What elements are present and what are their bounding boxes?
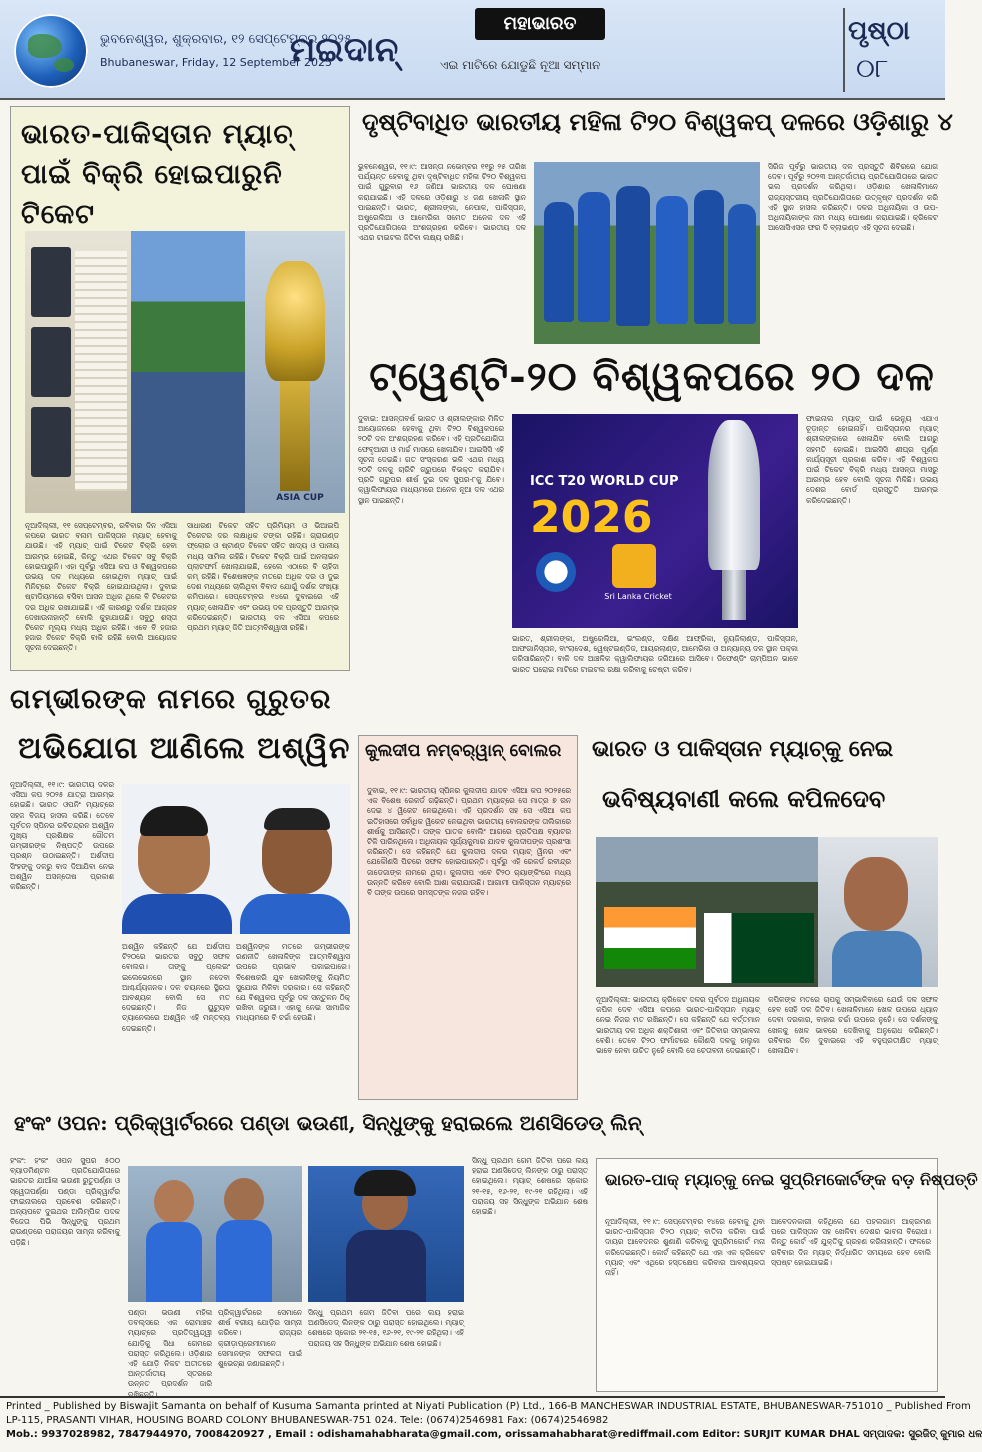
- headline: ଟ୍ୱେଣ୍ଟି-୨୦ ବିଶ୍ୱକପରେ ୨୦ ଦଳ: [369, 353, 935, 400]
- article-column: ହଂକଂ: ହଂକଂ ଓପନ ସୁପର ୫୦୦ ବ୍ୟାଡମିଣ୍ଟନ ପ୍ରତିଯୋଗିତାରେ ଭାରତର ଯାଆଁଳା ଭଉଣୀ ରୁତୁପର୍ଣ୍ଣା ଓ ସ୍ୱେତାପର୍ଣ୍ଣା ପଣ୍ଡା ପ୍ରିକ୍ୱାର୍ଟର ଫାଇନାଲରେ ପ୍ରବେଶ କରିଛନ୍ତି। ଅନ୍ୟପଟେ ଦୁଇଥର ଅଲିମ୍ପିକ ପଦକ ବିଜେତା ପିଭି ସିନ୍ଧୁଙ୍କୁ ପ୍ରଥମ ରାଉଣ୍ଡରେ ପରାଜୟର ସାମ୍ନା କରିବାକୁ ପଡ଼ିଛି।: [10, 1156, 120, 1247]
- divider: [843, 8, 845, 92]
- headline-line-2: ଅଭିଯୋଗ ଆଣିଲେ ଅଶ୍ୱିନ: [18, 731, 351, 766]
- tagline: ଏଇ ମାଟିରେ ଯୋଡୁଛି ନୂଆ ସମ୍ମାନ: [440, 58, 601, 72]
- article-tickets: [10, 106, 350, 671]
- poster-year: 2026: [530, 492, 653, 543]
- article-gambhir-ashwin: [10, 680, 350, 1100]
- article-column: ପଣ୍ଡା ଭଉଣୀ ମହିଳା ଡବଲ୍ସରେ ଏକ ରୋମାଞ୍ଚକ ମ୍ୟାଚ୍‌ରେ ପ୍ରତିଦ୍ୱନ୍ଦ୍ୱୀ ଯୋଡ଼ିକୁ ସିଧା ଗେମରେ ପରାସ୍ତ କରିଥିଲେ। ଓଡ଼ିଶାର ଏହି ଯୋଡ଼ି ନିକଟ ଅତୀତରେ ଆନ୍ତର୍ଜାତୀୟ ସ୍ତରରେ ଉନ୍ନତ ପ୍ରଦର୍ଶନ ଜାରି ରଖିଛନ୍ତି।: [128, 1308, 212, 1399]
- headline: ଭାରତ-ପାକ୍ ମ୍ୟାଚ୍‌କୁ ନେଇ ସୁପ୍ରିମକୋର୍ଟଙ୍କ ବଡ଼ ନିଷ୍ପତ୍ତି: [605, 1170, 978, 1189]
- page-number: ୦୮: [856, 54, 889, 84]
- article-column: ଆବେଦନକାରୀ କହିଥିଲେ ଯେ ପହଲଗାମ ଆକ୍ରମଣ ପରେ ପାକିସ୍ତାନ ସହ ଖେଳିବା ଦେଶର ଭାବନା ବିରୋଧୀ। କିନ୍ତୁ କୋର୍ଟ ଏହି ଯୁକ୍ତିକୁ ଗ୍ରହଣ କରିନାହାନ୍ତି। ଫଳରେ ରବିବାର ଦିନ ମ୍ୟାଚ୍ ନିର୍ଦ୍ଧାରିତ ସମୟରେ ହେବ ବୋଲି ସ୍ପଷ୍ଟ ହୋଇଯାଇଛି।: [771, 1217, 931, 1267]
- t20-world-cup-poster: [512, 414, 798, 628]
- article-kapil-dev: [588, 735, 938, 1145]
- headline-line-1: ଗମ୍ଭୀରଙ୍କ ନାମରେ ଗୁରୁତର: [10, 684, 332, 715]
- headline: ଭାରତ-ପାକିସ୍ତାନ ମ୍ୟାଚ୍ ପାଇଁ ବିକ୍ରି ହୋଇପାରୁନି ଟିକେଟ: [21, 119, 294, 230]
- pakistan-flag-icon: [704, 913, 814, 983]
- date-english: Bhubaneswar, Friday, 12 September 2025: [100, 56, 333, 69]
- article-column: ଅଶ୍ୱିନଙ୍କ ମତରେ ଗମ୍ଭୀରଙ୍କ ରଣନୀତି ଖେଳାଳିଙ୍କ ଆତ୍ମବିଶ୍ୱାସ ଉପରେ ପ୍ରଭାବ ପକାଇପାରେ। ବିଶେଷକରି ଯୁବ ଖେଳାଳିଙ୍କୁ ନିୟମିତ ସୁଯୋଗ ମିଳିବା ଦରକାର। ସେ କହିଛନ୍ତି ଯେ ବିଶ୍ୱକପ ପୂର୍ବରୁ ଦଳ ସନ୍ତୁଳନ ଠିକ୍ ରଖିବା ଜରୁରୀ। ଏହାକୁ ନେଇ ସାମାଜିକ ମାଧ୍ୟମରେ ବି ଚର୍ଚ୍ଚା ହେଉଛି।: [236, 942, 350, 1023]
- trophy-icon: [265, 261, 325, 381]
- fans-kapil-dev-photo: [596, 837, 938, 987]
- article-column: ଅଶ୍ୱିନ କହିଛନ୍ତି ଯେ ଅର୍ଶଦୀପ ଟି୨୦ରେ ଭାରତର ସବୁଠୁ ସଫଳ ବୋଲର। ତାଙ୍କୁ ପ୍ଲେଇଂ ଇଲେଭେନରେ ସ୍ଥାନ ନଦେବା ଆଶ୍ଚର୍ଯ୍ୟଜନକ। ଦଳ ଚୟନରେ ସ୍ଥିରତା ଆବଶ୍ୟକ ବୋଲି ସେ ମତ ଦେଇଛନ୍ତି। ନିଜ ୟୁଟ୍ୟୁବ ଚ୍ୟାନେଲରେ ଅଶ୍ୱିନ ଏହି ମନ୍ତବ୍ୟ ଦେଇଛନ୍ତି।: [122, 942, 230, 1033]
- article-column: ଦୁବାଇ: ଆସନ୍ତାବର୍ଷ ଭାରତ ଓ ଶ୍ରୀଲଙ୍କାର ମିଳିତ ଆୟୋଜନରେ ହେବାକୁ ଥିବା ଟି୨୦ ବିଶ୍ୱକପରେ ୨୦ଟି ଦଳ ଅଂଶଗ୍ରହଣ କରିବେ। ଏହି ପ୍ରତିଯୋଗିତା ଫେବୃଆରୀ ଓ ମାର୍ଚ୍ଚ ମାସରେ ଖେଳାଯିବ। ଆଇସିସି ଏହି ସୂଚନା ଦେଇଛି। ଗତ ସଂସ୍କରଣ ଭଳି ଏଥର ମଧ୍ୟ ୨୦ଟି ଦଳକୁ ଚାରିଟି ଗ୍ରୁପରେ ବିଭକ୍ତ କରାଯିବ। ପ୍ରତି ଗ୍ରୁପର ଶୀର୍ଷ ଦୁଇ ଦଳ ସୁପର-୮କୁ ଯିବେ। କ୍ୱାଲିଫାୟର ମାଧ୍ୟମରେ ଅନେକ ନୂଆ ଦଳ ଏଥର ସ୍ଥାନ ପାଇଛନ୍ତି।: [358, 414, 504, 505]
- article-column: ନୂଆଦିଲ୍ଲୀ, ୧୧।୯: ସେପ୍ଟେମ୍ବର ୧୪ରେ ହେବାକୁ ଥିବା ଭାରତ-ପାକିସ୍ତାନ ଟି୨୦ ମ୍ୟାଚ୍ ବାତିଲ କରିବା ପାଇଁ ଦାୟର ଆବେଦନର ଶୁଣାଣି କରିବାକୁ ସୁପ୍ରିମକୋର୍ଟ ମନା କରିଦେଇଛନ୍ତି। କୋର୍ଟ କହିଛନ୍ତି ଯେ ଏହା ଏକ କ୍ରିକେଟ ମ୍ୟାଚ୍ ଏବଂ ଏଥିରେ ହସ୍ତକ୍ଷେପ କରିବାର ଆବଶ୍ୟକତା ନାହିଁ।: [605, 1217, 765, 1278]
- article-column: ସିନ୍ଧୁ ପ୍ରଥମ ଗେମ ଜିତିବା ପରେ ଲୟ ହରାଇ ଅଣସିଡେଡ୍ ଲିନଙ୍କ ଠାରୁ ପରାସ୍ତ ହୋଇଥିଲେ। ମ୍ୟାଚ୍ ଶେଷରେ ସ୍କୋର ୨୧-୧୫, ୧୬-୨୧, ୧୯-୨୧ ରହିଥିଲା। ଏହି ପରାଜୟ ସହ ସିନ୍ଧୁଙ୍କ ଅଭିଯାନ ଶେଷ ହୋଇଛି।: [308, 1308, 464, 1348]
- sri-lanka-caption: Sri Lanka Cricket: [604, 592, 672, 601]
- article-body: ଦୁବାଇ, ୧୧।୯: ଭାରତୀୟ ସ୍ପିନର କୁଲଦୀପ ଯାଦବ ଏସିଆ କପ ୨୦୨୫ରେ ଏକ ବିଶେଷ ରେକର୍ଡ ଗଢ଼ିଛନ୍ତି। ପ୍ରଥମ ମ୍ୟାଚ୍‌ରେ ସେ ମାତ୍ର ୭ ରନ ଦେଇ ୪ ୱିକେଟ ନେଇଥିଲେ। ଏହି ପ୍ରଦର୍ଶନ ସହ ସେ ଏସିଆ କପ ଇତିହାସରେ ସର୍ବାଧିକ ୱିକେଟ ନେଇଥିବା ଭାରତୀୟ ବୋଲରଙ୍କ ତାଲିକାରେ ଶୀର୍ଷକୁ ଆସିଛନ୍ତି। ତାଙ୍କ ଘାତକ ବୋଲିଂ ଆଗରେ ପ୍ରତିପକ୍ଷ ବ୍ୟାଟର ଟିକି ପାରିନଥିଲେ। ଅଧିନାୟକ ସୂର୍ଯ୍ୟକୁମାର ଯାଦବ କୁଲଦୀପଙ୍କ ପ୍ରଶଂସା କରିଛନ୍ତି। ସେ କହିଛନ୍ତି ଯେ କୁଲଦୀପ ଦଳର ମ୍ୟାଚ୍ ୱିନର ଏବଂ ଯେକୌଣସି ପିଚରେ ସଫଳ ହୋଇପାରନ୍ତି। ପୂର୍ବରୁ ଏହି ରେକର୍ଡ ରବୀନ୍ଦ୍ର ଜାଡେଜାଙ୍କ ନାମରେ ଥିଲା। କୁଲଦୀପ ଏବେ ଟି୨୦ ର‍୍ୟାଙ୍କିଂରେ ମଧ୍ୟ ଉନ୍ନତି କରିବେ ବୋଲି ଆଶା କରାଯାଉଛି। ଆଗାମୀ ପାକିସ୍ତାନ ମ୍ୟାଚ୍‌ରେ ବି ତାଙ୍କ ଉପରେ ସମସ୍ତଙ୍କ ନଜର ରହିବ।: [367, 786, 571, 898]
- article-blind-cricket: [358, 106, 953, 344]
- article-hong-kong-open: [10, 1110, 642, 1399]
- arshdeep-ashwin-photo: [122, 784, 350, 934]
- article-column: ନୂଆଦିଲ୍ଲୀ, ୧୧ ସେପ୍ଟେମ୍ବର, ରବିବାର ଦିନ ଏସିଆ କପରେ ଭାରତ ବନାମ ପାକିସ୍ତାନ ମ୍ୟାଚ୍ ହେବାକୁ ଯାଉଛି। ଏହି ମ୍ୟାଚ୍ ପାଇଁ ଟିକେଟ ବିକ୍ରି ହେବା ଆରମ୍ଭ ହୋଇଛି, କିନ୍ତୁ ଏଥର ଟିକେଟ ସବୁ ବିକ୍ରି ହୋଇପାରୁନି। ଏହା ପୂର୍ବରୁ ଏସିଆ କପ ଓ ବିଶ୍ୱକପରେ ଉଭୟ ଦଳ ମଧ୍ୟରେ ହୋଇଥିବା ମ୍ୟାଚ୍ ପାଇଁ ମିନିଟ୍‌ରେ ଟିକେଟ ବିକ୍ରି ହୋଇଯାଉଥିଲା। ଦୁବାଇ ଷ୍ଟାଡିୟମରେ ବସିବା ଆସନ ଅଧିକ ଥିଲେ ବି ଟିକେଟର ଦର ଅଧିକ ରଖାଯାଇଛି। ଏହି କାରଣରୁ ଦର୍ଶକ ଆଗ୍ରହ ଦେଖାଉନାହାନ୍ତି ବୋଲି କୁହାଯାଉଛି। ସବୁଠୁ ଶସ୍ତା ଟିକେଟ ମୂଲ୍ୟ ମଧ୍ୟ ଅଧିକ ରହିଛି। ଏବେ ବି ହଜାର ହଜାର ଟିକେଟ ବିକ୍ରି ବାକି ରହିଛି ବୋଲି ଆୟୋଜକ ସୂଚନା ଦେଇଛନ୍ତି।: [25, 521, 177, 653]
- article-column: ନୂଆଦିଲ୍ଲୀ, ୧୧।୯: ଭାରତୀୟ ଦଳର ଏସିଆ କପ ୨୦୨୫ ଯାତ୍ରା ଆରମ୍ଭ ହୋଇଛି। ଭାରତ ଓପନିଂ ମ୍ୟାଚ୍‌ରେ ସହଜ ବିଜୟ ହାସଲ କରିଛି। ତେବେ ପୂର୍ବତନ ସ୍ପିନର ରବିଚନ୍ଦ୍ରନ ଅଶ୍ୱିନ ମୁଖ୍ୟ ପ୍ରଶିକ୍ଷକ ଗୌତମ ଗମ୍ଭୀରଙ୍କ ନିଷ୍ପତ୍ତି ଉପରେ ପ୍ରଶ୍ନ ଉଠାଇଛନ୍ତି। ଅର୍ଶଦୀପ ସିଂହଙ୍କୁ ଦଳରୁ ବାଦ ଦିଆଯିବା ନେଇ ଅଶ୍ୱିନ ଅସନ୍ତୋଷ ପ୍ରକାଶ କରିଛନ୍ତି।: [10, 780, 114, 892]
- article-column: ଭୁବନେଶ୍ୱର, ୧୧।୯: ଆସନ୍ତା ନଭେମ୍ବର ୧୧ରୁ ୨୫ ତାରିଖ ପର୍ଯ୍ୟନ୍ତ ହେବାକୁ ଥିବା ଦୃଷ୍ଟିବାଧିତ ମହିଳା ଟି୨୦ ବିଶ୍ୱକପ ପାଇଁ ଗୁରୁବାର ୧୬ ଜଣିଆ ଭାରତୀୟ ଦଳ ଘୋଷଣା କରାଯାଇଛି। ଏହି ଦଳରେ ଓଡ଼ିଶାରୁ ୪ ଜଣ ଖେଳାଳି ସ୍ଥାନ ପାଇଛନ୍ତି। ଭାରତ, ଶ୍ରୀଲଙ୍କା, ନେପାଳ, ପାକିସ୍ତାନ, ଅଷ୍ଟ୍ରେଲିଆ ଓ ଆମେରିକା ସମେତ ଅନେକ ଦଳ ଏହି ପ୍ରତିଯୋଗିତାରେ ଅଂଶଗ୍ରହଣ କରିବେ। ଭାରତୀୟ ଦଳ ଏଥର ଟାଇଟଲ ଜିତିବା ଲକ୍ଷ୍ୟ ରଖିଛି।: [358, 162, 526, 243]
- section-title: ମଇଦାନ୍: [290, 30, 399, 70]
- asia-cup-caption: ASIA CUP: [276, 493, 324, 503]
- contact-line: Mob.: 9937028982, 7847944970, 7008420927 , Email : odishamahabharata@gmail.com, orissamahabharat@rediffmail.com: [6, 1429, 700, 1440]
- article-column: ସାଧାରଣ ଟିକେଟ ସହିତ ପ୍ରିମିୟମ ଓ ଭିଆଇପି ଟିକେଟର ଦର ଲକ୍ଷାଧିକ ଟଙ୍କା ରହିଛି। ଗ୍ରାଉଣ୍ଡ ଫ୍ଲୋର ଓ ଷ୍ଟାଣ୍ଡ ଟିକେଟ ସହିତ ଖାଦ୍ୟ ଓ ପାନୀୟ ମଧ୍ୟ ସାମିଲ ରହିଛି। ଟିକେଟ ବିକ୍ରି ପାଇଁ ଅନଲାଇନ ପ୍ଲାଟଫର୍ମ ଖୋଲାଯାଇଛି, ହେଲେ ଏଠାରେ ବି ଚାହିଦା କମ୍ ରହିଛି। ବିଶେଷଜ୍ଞଙ୍କ ମତରେ ଅଧିକ ଦର ଓ ଦୁଇ ଦେଶ ମଧ୍ୟରେ ଚାଲିଥିବା ବିବାଦ ଯୋଗୁଁ ଦର୍ଶକ ସଂଖ୍ୟା କମିପାରେ। ସେପ୍ଟେମ୍ବର ୧୪ରେ ଦୁବାଇରେ ଏହି ମ୍ୟାଚ୍ ଖେଳାଯିବ ଏବଂ ଉଭୟ ଦଳ ପ୍ରସ୍ତୁତି ଆରମ୍ଭ କରିଦେଇଛନ୍ତି। ଭାରତୀୟ ଦଳ ଏସିଆ କପରେ ପ୍ରଥମ ମ୍ୟାଚ୍ ଜିତି ଆତ୍ମବିଶ୍ୱାସୀ ରହିଛି।: [187, 521, 339, 633]
- panda-sisters-photo: [128, 1166, 302, 1302]
- headline-line-1: ଭାରତ ଓ ପାକିସ୍ତାନ ମ୍ୟାଚ୍‌କୁ ନେଇ: [592, 736, 894, 762]
- tickets-trophy-photo: [25, 231, 345, 513]
- imprint-line-2: LP-115, PRASANTI VIHAR, HOUSING BOARD COLONY BHUBANESWAR-751 024. Tele: (0674)2546981 Fax: (0674)2546982: [6, 1415, 609, 1426]
- article-column: ଭାରତ, ଶ୍ରୀଲଙ୍କା, ଅଷ୍ଟ୍ରେଲିଆ, ଇଂଲଣ୍ଡ, ଦକ୍ଷିଣ ଆଫ୍ରିକା, ନ୍ୟୁଜିଲାଣ୍ଡ, ପାକିସ୍ତାନ, ଆଫଗାନିସ୍ତାନ, ବାଂଲାଦେଶ, ୱେଷ୍ଟଇଣ୍ଡିଜ, ଆୟରଲାଣ୍ଡ, ଆମେରିକା ଓ ଅନ୍ୟାନ୍ୟ ଦଳ ସ୍ଥାନ ପକ୍କା କରିସାରିଛନ୍ତି। ବାକି ଦଳ ଆଞ୍ଚଳିକ କ୍ୱାଲିଫାୟର ଜରିଆରେ ଆସିବେ। ଡିଫେଣ୍ଡିଂ ଚାମ୍ପିଅନ ଭାବେ ଭାରତ ଘରୋଇ ମାଟିରେ ଟାଇଟଲ ରକ୍ଷା କରିବାକୁ ଚେଷ୍ଟା କରିବ।: [512, 634, 798, 674]
- article-column: ସିରିଜ ପୂର୍ବରୁ ଭାରତୀୟ ଦଳ ପ୍ରସ୍ତୁତି ଶିବିରରେ ଯୋଗ ଦେବ। ପୂର୍ବରୁ ୨୦୨୩ ଆନ୍ତର୍ଜାତୀୟ ପ୍ରତିଯୋଗିତାରେ ଭାରତ ଭଲ ପ୍ରଦର୍ଶନ କରିଥିଲା। ଓଡ଼ିଶାର ଖେଳାଳିମାନେ ରାଜ୍ୟସ୍ତରୀୟ ପ୍ରତିଯୋଗିତାରେ ଉତ୍କୃଷ୍ଟ ପ୍ରଦର୍ଶନ କରି ଏହି ସ୍ଥାନ ହାସଲ କରିଛନ୍ତି। ଦଳର ଅଧିନାୟିକା ଓ ଉପ-ଅଧିନାୟିକାଙ୍କ ନାମ ମଧ୍ୟ ଘୋଷଣା କରାଯାଇଛି। କ୍ରିକେଟ ଆସୋସିଏସନ ଫର ଦି ବ୍ଲାଇଣ୍ଡ ଏହି ସୂଚନା ଦେଇଛି।: [768, 162, 938, 233]
- headline: ଦୃଷ୍ଟିବାଧିତ ଭାରତୀୟ ମହିଳା ଟି୨୦ ବିଶ୍ୱକପ୍ ଦଳରେ ଓଡ଼ିଶାରୁ ୪: [362, 107, 953, 136]
- article-column: ପ୍ରିକ୍ୱାର୍ଟରରେ ସେମାନେ ଶୀର୍ଷ ବରୀୟ ଯୋଡ଼ିର ସାମ୍ନା କରିବେ। ରାଜ୍ୟର କ୍ରୀଡ଼ାପ୍ରେମୀମାନେ ସେମାନଙ୍କ ସଫଳତା ପାଇଁ ଶୁଭେଚ୍ଛା ଜଣାଇଛନ୍ତି।: [218, 1308, 302, 1369]
- article-t20-world-cup: [358, 352, 938, 726]
- sri-lanka-cricket-logo-icon: [612, 544, 656, 588]
- headline-line-2: ଭବିଷ୍ୟବାଣୀ କଲେ କପିଳଦେବ: [602, 784, 886, 813]
- date-odia: ଭୁବନେଶ୍ୱର, ଶୁକ୍ରବାର, ୧୨ ସେପ୍ଟେମ୍ବର ୨୦୨୫: [100, 32, 352, 47]
- imprint-footer: [0, 1396, 982, 1452]
- imprint-line-1: Printed _ Published by Biswajit Samanta on behalf of Kusuma Samanta printed at Niyati Publication (P) Ltd., 166-B MANCHESWAR INDUSTRIAL ESTATE, BHUBANESWAR-751010 _ Published From: [6, 1401, 971, 1412]
- editor-name-odia: ସମ୍ପାଦକ: ସୁରଜିତ୍ କୁମାର ଧଳ: [862, 1429, 982, 1440]
- newspaper-logo: ମହାଭାରତ: [475, 8, 605, 40]
- player-portrait: [844, 857, 908, 931]
- india-flag-icon: [604, 907, 696, 969]
- article-column: କପିଳଙ୍କ ମତରେ ଚାପକୁ ସମ୍ଭାଳିବାରେ ଯେଉଁ ଦଳ ସଫଳ ହେବ ସେହି ଦଳ ଜିତିବ। ଖେଳାଳିମାନେ ଖେଳ ଉପରେ ଧ୍ୟାନ ଦେବା ଦରକାର, ବାହାର ଚର୍ଚ୍ଚା ଉପରେ ନୁହେଁ। ସେ ଦର୍ଶକଙ୍କୁ ଖେଳକୁ ଖେଳ ଭାବରେ ଦେଖିବାକୁ ଅନୁରୋଧ କରିଛନ୍ତି। ରବିବାର ଦିନ ଦୁବାଇରେ ଏହି ବହୁପ୍ରତୀକ୍ଷିତ ମ୍ୟାଚ୍ ଖେଳାଯିବ।: [768, 995, 938, 1056]
- masthead: [0, 0, 945, 100]
- page-label: ପୃଷ୍ଠା: [848, 16, 910, 46]
- article-column: ଫାଇନାଲ ମ୍ୟାଚ୍ ପାଇଁ ଭେନ୍ୟୁ ଏଯାଏ ଚୂଡ଼ାନ୍ତ ହୋଇନାହିଁ। ପାକିସ୍ତାନର ମ୍ୟାଚ୍ ଶ୍ରୀଲଙ୍କାରେ ଖେଳାଯିବ ବୋଲି ଆଗରୁ ସହମତି ହୋଇଛି। ଆଇସିସି ଶୀଘ୍ର ପୂର୍ଣ୍ଣ କାର୍ଯ୍ୟସୂଚୀ ପ୍ରକାଶ କରିବ। ଏହି ବିଶ୍ୱକପ ପାଇଁ ଟିକେଟ ବିକ୍ରି ମଧ୍ୟ ଆସନ୍ତା ମାସରୁ ଆରମ୍ଭ ହେବ ବୋଲି ସୂଚନା ମିଳିଛି। ଉଭୟ ଦେଶର ବୋର୍ଡ ପ୍ରସ୍ତୁତି ଆରମ୍ଭ କରିଦେଇଛନ୍ତି।: [806, 414, 938, 505]
- team-celebration-photo: [534, 162, 760, 344]
- bcci-logo-icon: [536, 552, 576, 592]
- article-column: ନୂଆଦିଲ୍ଲୀ: ଭାରତୀୟ କ୍ରିକେଟ ଦଳର ପୂର୍ବତନ ଅଧିନାୟକ କପିଳ ଦେବ ଏସିଆ କପରେ ଭାରତ-ପାକିସ୍ତାନ ମ୍ୟାଚ୍ ନେଇ ନିଜର ମତ ରଖିଛନ୍ତି। ସେ କହିଛନ୍ତି ଯେ ବର୍ତ୍ତମାନ ଭାରତୀୟ ଦଳ ଅଧିକ ଶକ୍ତିଶାଳୀ ଏବଂ ଜିତିବାର ସମ୍ଭାବନା ବେଶି। ତେବେ ଟି୨୦ ଫର୍ମାଟରେ କୌଣସି ଦଳକୁ ହାଲୁକା ଭାବେ ନେବା ଉଚିତ ନୁହେଁ ବୋଲି ସେ ଚେତାବନୀ ଦେଇଛନ୍ତି।: [596, 995, 760, 1056]
- article-kuldeep: [358, 735, 578, 1100]
- poster-title: ICC T20 WORLD CUP: [530, 474, 679, 489]
- pv-sindhu-photo: [308, 1166, 464, 1302]
- article-supreme-court: [596, 1158, 978, 1392]
- article-column: ସିନ୍ଧୁ ପ୍ରଥମ ଗେମ ଜିତିବା ପରେ ଲୟ ହରାଇ ଅଣସିଡେଡ୍ ଲିନଙ୍କ ଠାରୁ ପରାସ୍ତ ହୋଇଥିଲେ। ମ୍ୟାଚ୍ ଶେଷରେ ସ୍କୋର ୨୧-୧୫, ୧୬-୨୧, ୧୯-୨୧ ରହିଥିଲା। ଏହି ପରାଜୟ ସହ ସିନ୍ଧୁଙ୍କ ଅଭିଯାନ ଶେଷ ହୋଇଛି।: [472, 1156, 588, 1217]
- editor-name: Editor: SURJIT KUMAR DHAL: [702, 1429, 860, 1440]
- headline: ହଂକଂ ଓପନ: ପ୍ରିକ୍ୱାର୍ଟରରେ ପଣ୍ଡା ଭଉଣୀ, ସିନ୍ଧୁଙ୍କୁ ହରାଇଲେ ଅଣସିଡେଡ୍ ଲିନ୍: [14, 1111, 642, 1135]
- trophy-icon: [708, 420, 760, 570]
- globe-logo-icon: [14, 14, 88, 88]
- headline: କୁଲଦୀପ ନମ୍ବର୍‌ୱାନ୍ ବୋଲର: [365, 741, 562, 761]
